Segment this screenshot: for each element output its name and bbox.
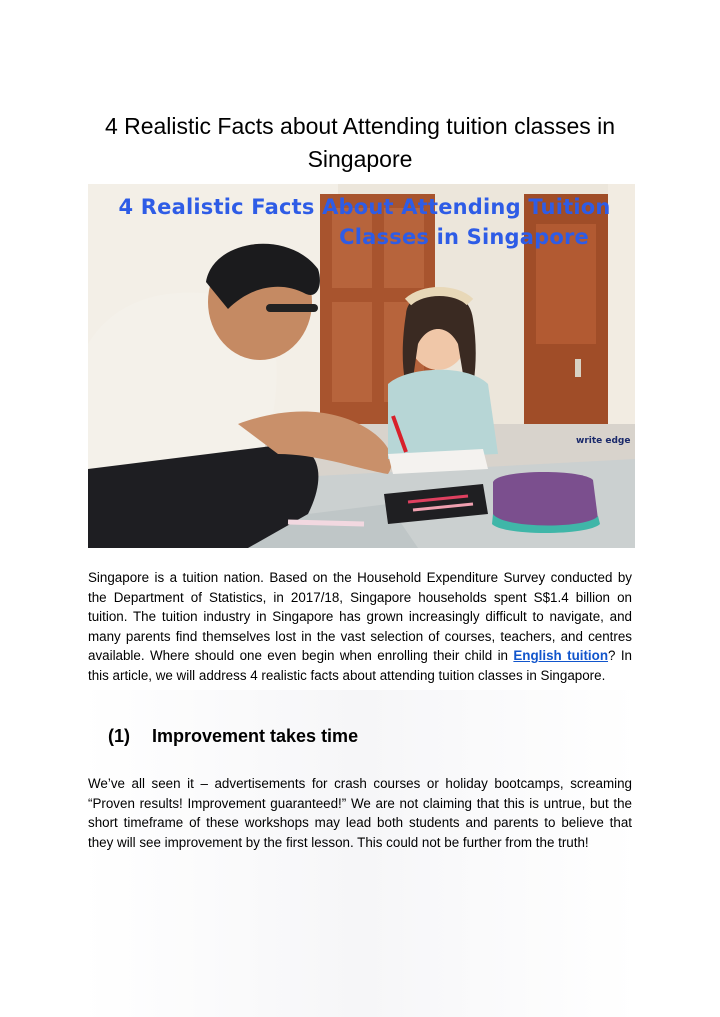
hero-heading (88, 192, 635, 252)
section-number: (1) (108, 726, 130, 746)
hero-heading-line2: Classes in Singapore (339, 225, 589, 249)
marker (288, 522, 364, 524)
write-edge-logo: write edge (576, 436, 631, 446)
purple-pencil-case (493, 472, 598, 527)
intro-text-end: ? In this article, we will address 4 realistic facts about attending tuition classes in Singapore. (88, 648, 633, 683)
door-handle (575, 359, 581, 377)
intro-paragraph (88, 568, 632, 685)
hero-heading-line1: 4 Realistic Facts About Attending Tuition (118, 195, 611, 219)
english-tuition-link[interactable]: English tuition (513, 648, 609, 663)
intro-text: Singapore is a tuition nation. Based on the Household Expenditure Survey conducted by the Department of Statistics, in 2017/18, Singapore households spent S$1.4 billion on tuition. The tuition industry in Singapore has grown increasingly difficult to navigate, and many parents find themselves lost in the vast selection of courses, teachers, and centres available. Where should one even begin when enrolling their child in (88, 570, 632, 663)
hero-image (88, 184, 635, 548)
boy-glasses (266, 304, 318, 312)
door-panel (332, 302, 372, 402)
section-body: We’ve all seen it – advertisements for crash courses or holiday bootcamps, screaming “Proven results! Improvement guaranteed!” We are not claiming that this is untrue, but the short timeframe of these workshops may lead both students and parents to believe that they will see improvement by the first lesson. This could not be further from the truth! (88, 776, 632, 850)
section-title: Improvement takes time (152, 726, 359, 746)
section-heading (108, 726, 358, 747)
page-title: 4 Realistic Facts about Attending tuition classes in Singapore (104, 113, 616, 172)
